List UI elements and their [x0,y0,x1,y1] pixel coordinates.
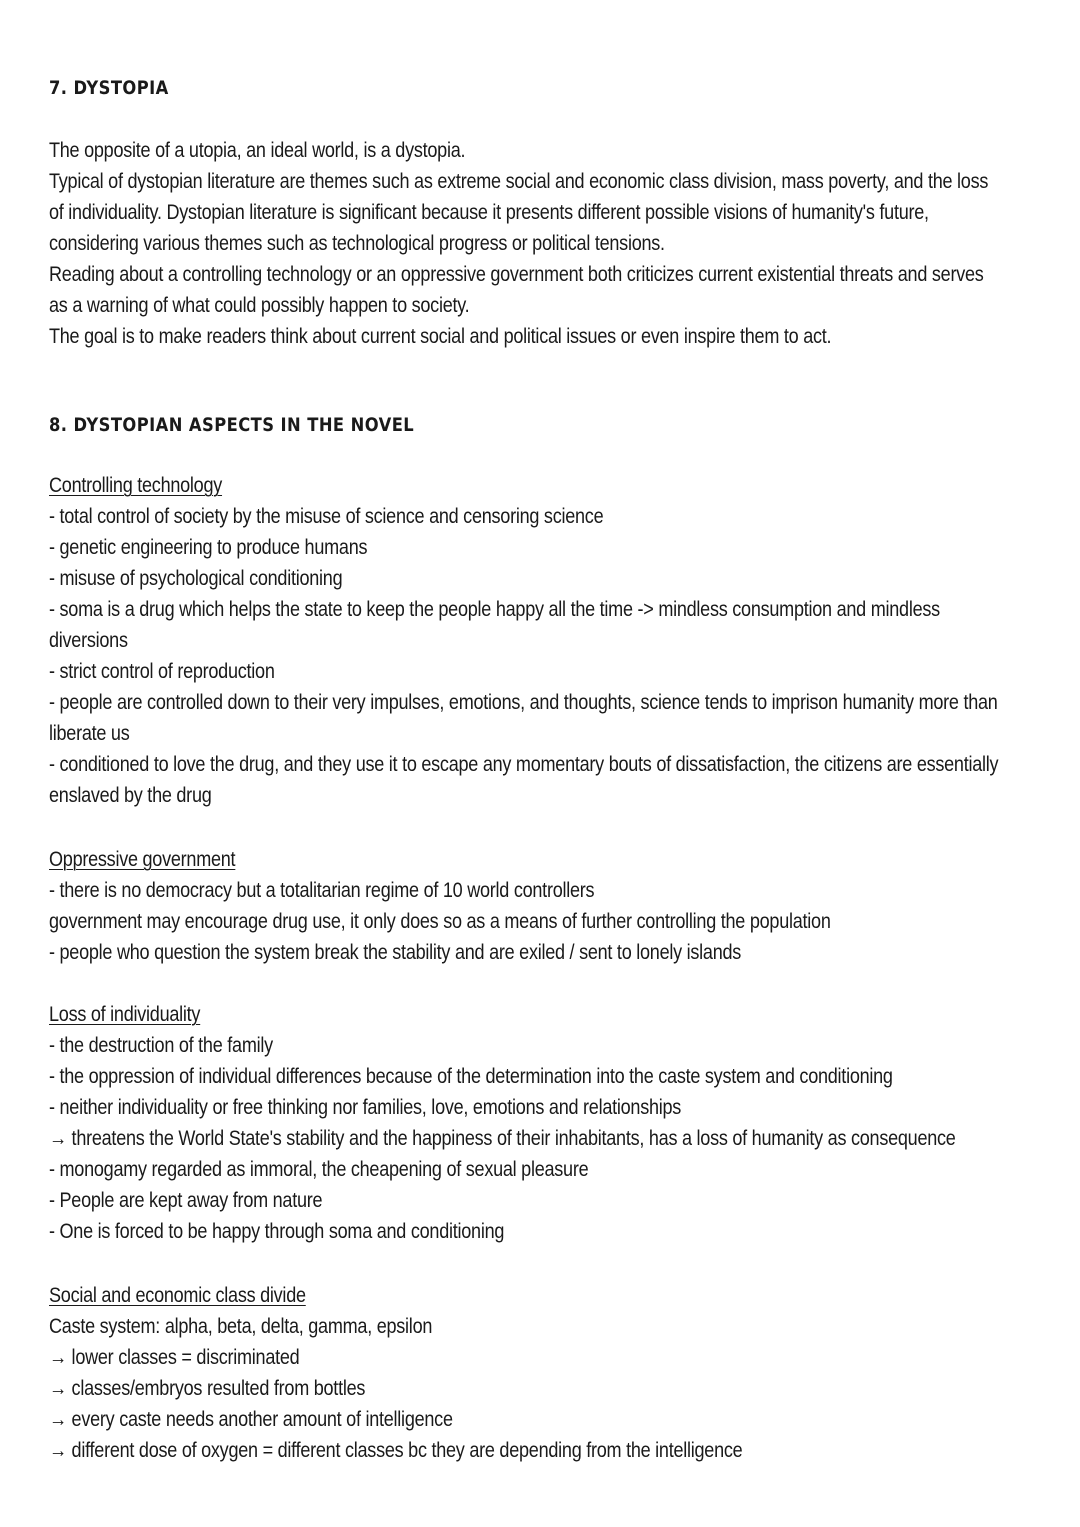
section-dystopia-body [49,135,1038,352]
list-item: - people who question the system break the stability and are exiled / sent to lonely islands [49,941,742,964]
subsection-title: Oppressive government [49,848,236,871]
list-item: - monogamy regarded as immoral, the cheapening of sexual pleasure [49,1158,589,1181]
list-item: → lower classes = discriminated [49,1346,300,1369]
list-item: government may encourage drug use, it only does so as a means of further controlling the population [49,910,831,933]
list-item: diversions [49,629,128,652]
body-line: considering various themes such as technological progress or political tensions. [49,232,665,255]
list-item: → different dose of oxygen = different classes bc they are depending from the intelligence [49,1439,743,1462]
list-item: - neither individuality or free thinking nor families, love, emotions and relationships [49,1096,682,1119]
list-item: - conditioned to love the drug, and they use it to escape any momentary bouts of dissatisfaction, the citizens are essentially [49,753,999,776]
subsection-controlling-technology [49,470,1038,811]
list-item: - genetic engineering to produce humans [49,536,368,559]
subsection-title: Loss of individuality [49,1003,201,1026]
body-line: The goal is to make readers think about current social and political issues or even inspire them to act. [49,325,832,348]
list-item: - the oppression of individual differences because of the determination into the caste system and conditioning [49,1065,893,1088]
body-line: Typical of dystopian literature are themes such as extreme social and economic class division, mass poverty, and the loss [49,170,989,193]
list-item: Caste system: alpha, beta, delta, gamma, epsilon [49,1315,433,1338]
body-line: The opposite of a utopia, an ideal world, is a dystopia. [49,139,466,162]
list-item: liberate us [49,722,130,745]
list-item: - total control of society by the misuse of science and censoring science [49,505,604,528]
subsection-oppressive-government [49,844,1038,968]
list-item: - One is forced to be happy through soma and conditioning [49,1220,505,1243]
section-heading-dystopia: 7. DYSTOPIA [49,77,169,99]
list-item: - misuse of psychological conditioning [49,567,343,590]
subsection-class-divide [49,1280,1038,1466]
body-line: Reading about a controlling technology or an oppressive government both criticizes current existential threats and serves [49,263,984,286]
list-item: - soma is a drug which helps the state to keep the people happy all the time -> mindless consumption and mindless [49,598,940,621]
subsection-title: Social and economic class divide [49,1284,306,1307]
list-item: - there is no democracy but a totalitarian regime of 10 world controllers [49,879,595,902]
body-line: of individuality. Dystopian literature is significant because it presents different possible visions of humanity's future, [49,201,929,224]
list-item: → threatens the World State's stability and the happiness of their inhabitants, has a loss of humanity as consequence [49,1127,956,1150]
subsection-title: Controlling technology [49,474,223,497]
list-item: - people are controlled down to their very impulses, emotions, and thoughts, science tends to imprison humanity more than [49,691,998,714]
body-line: as a warning of what could possibly happen to society. [49,294,470,317]
list-item: → every caste needs another amount of intelligence [49,1408,453,1431]
list-item: - People are kept away from nature [49,1189,323,1212]
list-item: → classes/embryos resulted from bottles [49,1377,366,1400]
list-item: enslaved by the drug [49,784,212,807]
list-item: - strict control of reproduction [49,660,275,683]
list-item: - the destruction of the family [49,1034,273,1057]
section-heading-dystopian-aspects: 8. DYSTOPIAN ASPECTS IN THE NOVEL [49,414,415,436]
subsection-loss-of-individuality [49,999,1038,1247]
